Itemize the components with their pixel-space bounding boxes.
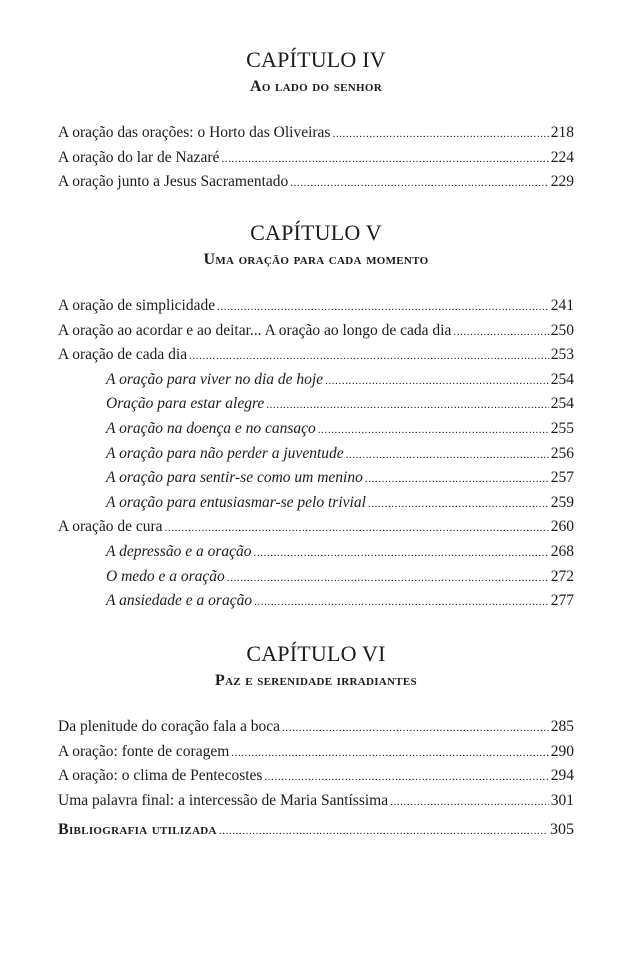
- entry-title: A oração junto a Jesus Sacramentado: [58, 173, 289, 191]
- toc-subentry: [58, 491, 574, 516]
- toc-entry: [58, 319, 574, 344]
- dot-leader: [254, 590, 549, 615]
- entry-page: 259: [550, 493, 574, 511]
- entry-page: 301: [550, 791, 574, 809]
- entry-page: 253: [550, 346, 574, 364]
- toc-subentry: [58, 565, 574, 590]
- toc-list: [58, 294, 574, 614]
- toc-subentry: [58, 417, 574, 442]
- toc-list: [58, 121, 574, 195]
- entry-page: 257: [550, 469, 574, 487]
- entry-page: 229: [550, 173, 574, 191]
- chapter-number: CAPÍTULO V: [250, 220, 382, 245]
- entry-title: A oração: o clima de Pentecostes: [58, 767, 263, 785]
- toc-subentry: [58, 466, 574, 491]
- entry-page: 260: [550, 518, 574, 536]
- entry-page: 294: [550, 767, 574, 785]
- dot-leader: [217, 295, 549, 320]
- dot-leader: [332, 122, 548, 147]
- toc-subentry: [58, 368, 574, 393]
- toc-subentry: [58, 392, 574, 417]
- entry-title: Da plenitude do coração fala a boca: [58, 718, 281, 735]
- dot-leader: [453, 320, 548, 345]
- toc-entry: [58, 764, 574, 789]
- chapter-number: CAPÍTULO IV: [246, 47, 386, 72]
- toc-entry: [58, 343, 574, 368]
- bibliography-page: 305: [550, 821, 574, 838]
- toc-subentry: [58, 442, 574, 467]
- entry-title: Oração para estar alegre: [106, 395, 265, 413]
- toc-subentry: [58, 540, 574, 565]
- toc-entry: [58, 146, 574, 171]
- chapter-title: Uma oração para cada momento: [203, 251, 429, 268]
- entry-page: 218: [550, 124, 574, 141]
- entry-title: A oração do lar de Nazaré: [58, 148, 220, 166]
- entry-page: 268: [550, 542, 574, 560]
- dot-leader: [325, 369, 549, 394]
- entry-title: Uma palavra final: a intercessão de Maria Santíssima: [58, 791, 389, 809]
- dot-leader: [227, 566, 549, 591]
- dot-leader: [365, 467, 549, 492]
- bibliography-entry: [58, 818, 574, 843]
- dot-leader: [254, 541, 549, 566]
- dot-leader: [165, 516, 549, 541]
- dot-leader: [346, 443, 549, 468]
- entry-page: 254: [550, 370, 574, 388]
- entry-title: A oração para não perder a juventude: [106, 444, 344, 462]
- toc-entry: [58, 170, 574, 195]
- chapter-title: Ao lado do senhor: [250, 78, 382, 95]
- entry-page: 255: [550, 419, 574, 437]
- dot-leader: [282, 716, 549, 741]
- entry-page: 254: [550, 395, 574, 413]
- entry-title: A oração de cura: [58, 518, 163, 536]
- dot-leader: [290, 171, 548, 196]
- chapter-4: [58, 47, 574, 195]
- toc-entry: [58, 121, 574, 146]
- dot-leader: [266, 393, 548, 418]
- entry-page: 285: [550, 718, 574, 735]
- entry-title: A oração para entusiasmar-se pelo trivial: [106, 493, 366, 511]
- chapter-number: CAPÍTULO VI: [246, 641, 386, 666]
- entry-page: 241: [550, 297, 574, 314]
- dot-leader: [368, 492, 549, 517]
- entry-title: A oração: fonte de coragem: [58, 742, 230, 760]
- entry-title: A ansiedade e a oração: [106, 592, 253, 610]
- entry-title: A oração para viver no dia de hoje: [106, 370, 324, 388]
- entry-title: A oração das orações: o Horto das Oliveiras: [58, 124, 331, 141]
- chapter-title: Paz e serenidade irradiantes: [215, 672, 417, 689]
- toc-subentry: [58, 589, 574, 614]
- bibliography-title: Bibliografia utilizada: [58, 821, 217, 838]
- dot-leader: [221, 147, 548, 172]
- entry-page: 256: [550, 444, 574, 462]
- entry-page: 250: [550, 321, 574, 339]
- dot-leader: [219, 819, 548, 843]
- dot-leader: [390, 790, 549, 815]
- dot-leader: [264, 765, 548, 790]
- toc-entry: [58, 294, 574, 319]
- entry-title: A oração de cada dia: [58, 346, 188, 364]
- entry-title: A oração na doença e no cansaço: [106, 419, 316, 437]
- dot-leader: [318, 418, 549, 443]
- entry-title: A oração ao acordar e ao deitar... A oração ao longo de cada dia: [58, 321, 452, 339]
- entry-page: 290: [550, 742, 574, 760]
- dot-leader: [189, 344, 549, 369]
- entry-title: O medo e a oração: [106, 567, 225, 585]
- entry-title: A oração para sentir-se como um menino: [106, 469, 363, 487]
- entry-title: A depressão e a oração: [106, 542, 252, 560]
- chapter-6: [58, 641, 574, 813]
- toc-entry: [58, 515, 574, 540]
- entry-page: 277: [550, 592, 574, 610]
- toc-entry: [58, 789, 574, 814]
- entry-page: 224: [550, 148, 574, 166]
- toc-list: [58, 715, 574, 813]
- toc-entry: [58, 715, 574, 740]
- entry-title: A oração de simplicidade: [58, 297, 216, 314]
- toc-entry: [58, 740, 574, 765]
- dot-leader: [231, 741, 548, 766]
- chapter-5: [58, 220, 574, 614]
- entry-page: 272: [550, 567, 574, 585]
